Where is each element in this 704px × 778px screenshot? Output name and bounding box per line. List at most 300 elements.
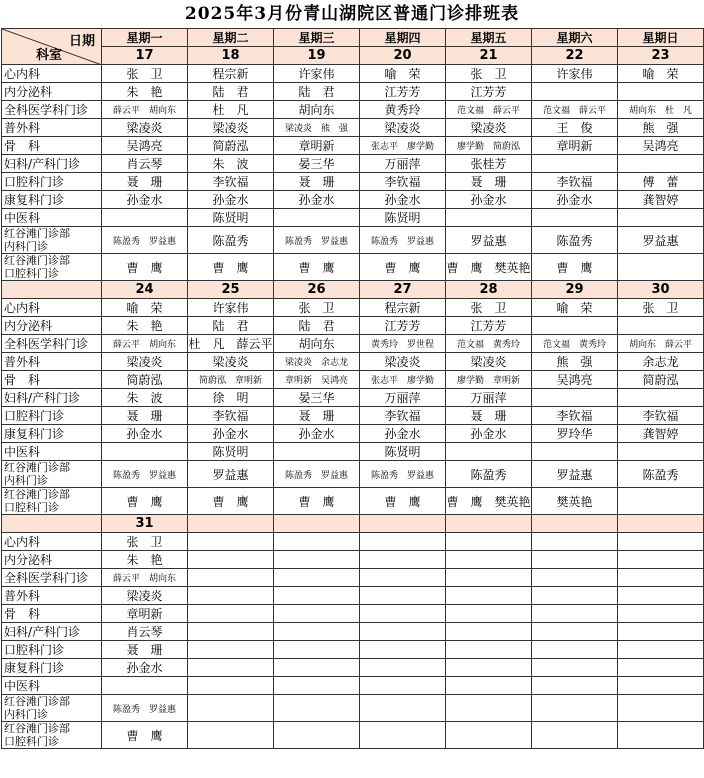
doctor-cell: 张 卫 xyxy=(446,65,532,83)
doctor-cell: 梁凌炎 xyxy=(102,353,188,371)
department-name: 康复科门诊 xyxy=(2,425,102,443)
doctor-cell: 孙金水 xyxy=(102,659,188,677)
doctor-cell: 薛云平 胡向东 xyxy=(102,569,188,587)
doctor-cell: 聂 珊 xyxy=(274,407,360,425)
doctor-cell: 万丽萍 xyxy=(446,389,532,407)
doctor-cell xyxy=(360,641,446,659)
date-number xyxy=(274,515,360,533)
doctor-cell xyxy=(532,695,618,722)
date-row xyxy=(2,47,704,65)
doctor-cell xyxy=(446,587,532,605)
schedule-row xyxy=(2,371,704,389)
doctor-cell xyxy=(532,605,618,623)
department-name-line: 内科门诊 xyxy=(4,474,48,487)
doctor-cell: 张桂芳 xyxy=(446,155,532,173)
doctor-cell: 胡向东 杜 凡 xyxy=(618,101,704,119)
weekday-label: 星期三 xyxy=(274,29,360,47)
date-number: 22 xyxy=(532,47,618,65)
doctor-cell xyxy=(532,722,618,749)
doctor-cell: 李钦福 xyxy=(188,407,274,425)
doctor-cell xyxy=(618,659,704,677)
doctor-cell: 梁凌炎 xyxy=(360,119,446,137)
doctor-cell xyxy=(274,722,360,749)
doctor-cell xyxy=(446,722,532,749)
doctor-cell: 陈盈秀 罗益惠 xyxy=(360,461,446,488)
doctor-cell xyxy=(274,659,360,677)
department-name xyxy=(2,254,102,281)
department-name: 普外科 xyxy=(2,119,102,137)
doctor-cell xyxy=(532,533,618,551)
doctor-cell: 江芳芳 xyxy=(446,317,532,335)
doctor-cell: 陈盈秀 罗益惠 xyxy=(274,461,360,488)
doctor-cell: 张 卫 xyxy=(102,65,188,83)
doctor-cell: 陆 君 xyxy=(274,83,360,101)
doctor-cell xyxy=(188,587,274,605)
date-number: 19 xyxy=(274,47,360,65)
doctor-cell xyxy=(618,605,704,623)
doctor-cell: 陈盈秀 罗益惠 xyxy=(102,461,188,488)
doctor-cell: 孙金水 xyxy=(188,191,274,209)
doctor-cell: 薛云平 胡向东 xyxy=(102,335,188,353)
doctor-cell: 简蔚泓 xyxy=(188,137,274,155)
doctor-cell xyxy=(446,209,532,227)
doctor-cell: 陈盈秀 xyxy=(532,227,618,254)
department-name: 口腔科门诊 xyxy=(2,173,102,191)
doctor-cell: 许家伟 xyxy=(188,299,274,317)
doctor-cell: 曹 鹰 樊英艳 xyxy=(446,488,532,515)
date-number: 18 xyxy=(188,47,274,65)
doctor-cell: 肖云琴 xyxy=(102,623,188,641)
doctor-cell xyxy=(618,641,704,659)
doctor-cell: 曹 鹰 xyxy=(102,722,188,749)
doctor-cell xyxy=(274,641,360,659)
doctor-cell xyxy=(274,605,360,623)
department-name: 全科医学科门诊 xyxy=(2,335,102,353)
department-name: 康复科门诊 xyxy=(2,191,102,209)
date-number: 26 xyxy=(274,281,360,299)
department-name-line: 口腔科门诊 xyxy=(4,267,59,280)
date-number xyxy=(618,515,704,533)
doctor-cell: 吴鸿亮 xyxy=(102,137,188,155)
doctor-cell xyxy=(618,443,704,461)
doctor-cell xyxy=(446,641,532,659)
doctor-cell: 晏三华 xyxy=(274,389,360,407)
doctor-cell: 范文福 黄秀玲 xyxy=(532,335,618,353)
schedule-row xyxy=(2,695,704,722)
schedule-row xyxy=(2,254,704,281)
page-title: 2025年3月份青山湖院区普通门诊排班表 xyxy=(184,4,520,24)
doctor-cell: 吴鸿亮 xyxy=(532,371,618,389)
doctor-cell: 黄秀玲 罗世程 xyxy=(360,335,446,353)
doctor-cell xyxy=(618,695,704,722)
doctor-cell xyxy=(360,587,446,605)
doctor-cell xyxy=(274,569,360,587)
doctor-cell: 章明新 xyxy=(274,137,360,155)
doctor-cell: 江芳芳 xyxy=(360,317,446,335)
doctor-cell xyxy=(188,695,274,722)
doctor-cell xyxy=(446,659,532,677)
doctor-cell xyxy=(188,605,274,623)
doctor-cell xyxy=(446,533,532,551)
doctor-cell: 陈贤明 xyxy=(188,443,274,461)
doctor-cell xyxy=(618,569,704,587)
date-number: 21 xyxy=(446,47,532,65)
department-name: 骨 科 xyxy=(2,137,102,155)
schedule-row xyxy=(2,173,704,191)
doctor-cell: 许家伟 xyxy=(532,65,618,83)
doctor-cell: 陈盈秀 罗益惠 xyxy=(360,227,446,254)
doctor-cell xyxy=(446,443,532,461)
doctor-cell: 曹 鹰 xyxy=(360,488,446,515)
doctor-cell: 李钦福 xyxy=(532,173,618,191)
doctor-cell: 梁凌炎 xyxy=(446,119,532,137)
department-name: 中医科 xyxy=(2,209,102,227)
doctor-cell xyxy=(360,722,446,749)
department-name-line: 内科门诊 xyxy=(4,708,48,721)
date-number: 24 xyxy=(102,281,188,299)
doctor-cell xyxy=(618,551,704,569)
doctor-cell: 梁凌炎 xyxy=(446,353,532,371)
doctor-cell xyxy=(360,569,446,587)
schedule-row xyxy=(2,587,704,605)
doctor-cell: 张志平 廖学勤 xyxy=(360,137,446,155)
doctor-cell: 曹 鹰 樊英艳 xyxy=(446,254,532,281)
doctor-cell xyxy=(618,389,704,407)
doctor-cell: 程宗新 xyxy=(188,65,274,83)
department-name-line: 红谷滩门诊部 xyxy=(4,227,70,240)
department-name: 妇科/产科门诊 xyxy=(2,155,102,173)
doctor-cell: 张 卫 xyxy=(446,299,532,317)
schedule-row xyxy=(2,407,704,425)
doctor-cell: 喻 荣 xyxy=(618,65,704,83)
doctor-cell: 王 俊 xyxy=(532,119,618,137)
department-name-line: 红谷滩门诊部 xyxy=(4,254,70,267)
date-number: 29 xyxy=(532,281,618,299)
doctor-cell xyxy=(274,677,360,695)
doctor-cell: 孙金水 xyxy=(360,425,446,443)
doctor-cell: 许家伟 xyxy=(274,65,360,83)
doctor-cell xyxy=(360,533,446,551)
doctor-cell xyxy=(618,623,704,641)
date-row-spacer xyxy=(2,281,102,299)
doctor-cell xyxy=(532,155,618,173)
doctor-cell: 聂 珊 xyxy=(102,173,188,191)
doctor-cell: 喻 荣 xyxy=(532,299,618,317)
weekday-label: 星期日 xyxy=(618,29,704,47)
doctor-cell: 李钦福 xyxy=(188,173,274,191)
doctor-cell xyxy=(446,623,532,641)
doctor-cell: 曹 鹰 xyxy=(532,254,618,281)
department-name: 全科医学科门诊 xyxy=(2,101,102,119)
doctor-cell: 梁凌炎 xyxy=(188,353,274,371)
doctor-cell: 熊 强 xyxy=(532,353,618,371)
doctor-cell xyxy=(618,722,704,749)
schedule-row xyxy=(2,299,704,317)
doctor-cell: 聂 珊 xyxy=(274,173,360,191)
weekday-header-row xyxy=(2,29,704,47)
doctor-cell xyxy=(532,659,618,677)
doctor-cell xyxy=(360,695,446,722)
doctor-cell: 朱 艳 xyxy=(102,551,188,569)
doctor-cell xyxy=(274,443,360,461)
doctor-cell: 孙金水 xyxy=(102,191,188,209)
department-name-line: 口腔科门诊 xyxy=(4,501,59,514)
doctor-cell: 聂 珊 xyxy=(102,407,188,425)
doctor-cell xyxy=(274,695,360,722)
doctor-cell: 李钦福 xyxy=(360,173,446,191)
doctor-cell xyxy=(532,623,618,641)
department-name xyxy=(2,722,102,749)
doctor-cell: 朱 波 xyxy=(188,155,274,173)
schedule-row xyxy=(2,722,704,749)
doctor-cell xyxy=(360,605,446,623)
doctor-cell: 黄秀玲 xyxy=(360,101,446,119)
doctor-cell: 薛云平 胡向东 xyxy=(102,101,188,119)
doctor-cell: 章明新 xyxy=(102,605,188,623)
doctor-cell: 章明新 xyxy=(532,137,618,155)
doctor-cell xyxy=(188,641,274,659)
corner-cell xyxy=(2,29,102,65)
department-name: 全科医学科门诊 xyxy=(2,569,102,587)
doctor-cell: 范文福 薛云平 xyxy=(446,101,532,119)
doctor-cell: 陈盈秀 xyxy=(188,227,274,254)
doctor-cell xyxy=(618,488,704,515)
doctor-cell: 张 卫 xyxy=(102,533,188,551)
doctor-cell xyxy=(188,551,274,569)
doctor-cell: 朱 艳 xyxy=(102,317,188,335)
date-number: 20 xyxy=(360,47,446,65)
doctor-cell xyxy=(274,533,360,551)
schedule-row xyxy=(2,65,704,83)
doctor-cell: 范文福 薛云平 xyxy=(532,101,618,119)
schedule-row xyxy=(2,677,704,695)
doctor-cell xyxy=(188,533,274,551)
doctor-cell xyxy=(618,533,704,551)
department-name: 口腔科门诊 xyxy=(2,641,102,659)
doctor-cell: 曹 鹰 xyxy=(188,254,274,281)
weekday-label: 星期五 xyxy=(446,29,532,47)
doctor-cell: 李钦福 xyxy=(360,407,446,425)
doctor-cell xyxy=(360,623,446,641)
schedule-row xyxy=(2,641,704,659)
doctor-cell: 孙金水 xyxy=(274,425,360,443)
doctor-cell: 李钦福 xyxy=(618,407,704,425)
doctor-cell: 陆 君 xyxy=(274,317,360,335)
department-name: 口腔科门诊 xyxy=(2,407,102,425)
doctor-cell xyxy=(360,659,446,677)
doctor-cell: 张 卫 xyxy=(274,299,360,317)
doctor-cell: 徐 明 xyxy=(188,389,274,407)
weekday-label: 星期一 xyxy=(102,29,188,47)
doctor-cell: 孙金水 xyxy=(446,191,532,209)
corner-date-label: 日期 xyxy=(68,34,95,49)
doctor-cell: 陆 君 xyxy=(188,317,274,335)
schedule-row xyxy=(2,317,704,335)
doctor-cell: 梁凌炎 xyxy=(102,587,188,605)
doctor-cell xyxy=(532,641,618,659)
department-name: 内分泌科 xyxy=(2,83,102,101)
department-name-line: 红谷滩门诊部 xyxy=(4,461,70,474)
doctor-cell xyxy=(360,677,446,695)
doctor-cell: 廖学勤 简蔚泓 xyxy=(446,137,532,155)
doctor-cell: 范文福 黄秀玲 xyxy=(446,335,532,353)
schedule-row xyxy=(2,227,704,254)
doctor-cell: 喻 荣 xyxy=(102,299,188,317)
doctor-cell xyxy=(188,623,274,641)
doctor-cell: 孙金水 xyxy=(532,191,618,209)
doctor-cell xyxy=(532,389,618,407)
schedule-row xyxy=(2,83,704,101)
doctor-cell xyxy=(188,569,274,587)
doctor-cell: 罗益惠 xyxy=(532,461,618,488)
doctor-cell xyxy=(532,677,618,695)
doctor-cell xyxy=(532,83,618,101)
doctor-cell: 陈盈秀 罗益惠 xyxy=(102,695,188,722)
date-row-spacer xyxy=(2,515,102,533)
doctor-cell xyxy=(188,722,274,749)
department-name: 内分泌科 xyxy=(2,551,102,569)
department-name: 中医科 xyxy=(2,677,102,695)
doctor-cell xyxy=(618,254,704,281)
doctor-cell: 万丽萍 xyxy=(360,155,446,173)
schedule-row xyxy=(2,101,704,119)
department-name xyxy=(2,488,102,515)
doctor-cell xyxy=(532,587,618,605)
doctor-cell: 曹 鹰 xyxy=(102,254,188,281)
doctor-cell: 朱 艳 xyxy=(102,83,188,101)
doctor-cell xyxy=(446,605,532,623)
doctor-cell: 梁凌炎 xyxy=(102,119,188,137)
doctor-cell xyxy=(618,587,704,605)
doctor-cell: 余志龙 xyxy=(618,353,704,371)
department-name: 妇科/产科门诊 xyxy=(2,389,102,407)
date-row xyxy=(2,515,704,533)
doctor-cell: 梁凌炎 xyxy=(188,119,274,137)
department-name-line: 红谷滩门诊部 xyxy=(4,488,70,501)
doctor-cell: 章明新 吴鸿亮 xyxy=(274,371,360,389)
doctor-cell xyxy=(360,551,446,569)
doctor-cell: 樊英艳 xyxy=(532,488,618,515)
doctor-cell: 胡向东 xyxy=(274,335,360,353)
doctor-cell: 罗益惠 xyxy=(188,461,274,488)
date-number: 30 xyxy=(618,281,704,299)
schedule-row xyxy=(2,209,704,227)
doctor-cell: 龚智婷 xyxy=(618,191,704,209)
doctor-cell: 陈盈秀 xyxy=(446,461,532,488)
doctor-cell: 江芳芳 xyxy=(360,83,446,101)
doctor-cell: 孙金水 xyxy=(274,191,360,209)
date-number: 17 xyxy=(102,47,188,65)
doctor-cell: 曹 鹰 xyxy=(274,488,360,515)
doctor-cell: 杜 凡 薛云平 xyxy=(188,335,274,353)
doctor-cell: 曹 鹰 xyxy=(360,254,446,281)
date-number: 25 xyxy=(188,281,274,299)
doctor-cell: 杜 凡 xyxy=(188,101,274,119)
weekday-label: 星期二 xyxy=(188,29,274,47)
doctor-cell: 聂 珊 xyxy=(446,173,532,191)
doctor-cell: 熊 强 xyxy=(618,119,704,137)
doctor-cell: 简蔚泓 xyxy=(102,371,188,389)
doctor-cell xyxy=(274,587,360,605)
doctor-cell xyxy=(274,209,360,227)
doctor-cell: 聂 珊 xyxy=(446,407,532,425)
doctor-cell: 简蔚泓 xyxy=(618,371,704,389)
schedule-row xyxy=(2,533,704,551)
department-name: 中医科 xyxy=(2,443,102,461)
department-name: 心内科 xyxy=(2,299,102,317)
doctor-cell: 曹 鹰 xyxy=(102,488,188,515)
doctor-cell xyxy=(532,569,618,587)
doctor-cell xyxy=(446,551,532,569)
schedule-row xyxy=(2,353,704,371)
doctor-cell: 曹 鹰 xyxy=(188,488,274,515)
schedule-row xyxy=(2,425,704,443)
date-number: 28 xyxy=(446,281,532,299)
schedule-row xyxy=(2,488,704,515)
schedule-row xyxy=(2,119,704,137)
doctor-cell: 吴鸿亮 xyxy=(618,137,704,155)
schedule-row xyxy=(2,137,704,155)
department-name: 骨 科 xyxy=(2,371,102,389)
doctor-cell: 梁凌炎 余志龙 xyxy=(274,353,360,371)
doctor-cell: 朱 波 xyxy=(102,389,188,407)
schedule-row xyxy=(2,335,704,353)
department-name-line: 红谷滩门诊部 xyxy=(4,695,70,708)
date-number: 23 xyxy=(618,47,704,65)
doctor-cell: 简蔚泓 章明新 xyxy=(188,371,274,389)
date-number xyxy=(188,515,274,533)
corner-dept-label: 科室 xyxy=(36,48,63,63)
weekday-label: 星期六 xyxy=(532,29,618,47)
doctor-cell: 张志平 廖学勤 xyxy=(360,371,446,389)
doctor-cell: 胡向东 薛云平 xyxy=(618,335,704,353)
department-name: 妇科/产科门诊 xyxy=(2,623,102,641)
doctor-cell xyxy=(102,443,188,461)
doctor-cell: 陈盈秀 罗益惠 xyxy=(274,227,360,254)
schedule-row xyxy=(2,659,704,677)
weekday-label: 星期四 xyxy=(360,29,446,47)
department-name-line: 内科门诊 xyxy=(4,240,48,253)
doctor-cell: 李钦福 xyxy=(532,407,618,425)
doctor-cell: 陈盈秀 罗益惠 xyxy=(102,227,188,254)
schedule-row xyxy=(2,569,704,587)
doctor-cell: 廖学勤 章明新 xyxy=(446,371,532,389)
date-number xyxy=(360,515,446,533)
doctor-cell: 龚智婷 xyxy=(618,425,704,443)
doctor-cell: 傅 蕾 xyxy=(618,173,704,191)
doctor-cell: 张 卫 xyxy=(618,299,704,317)
doctor-cell: 陈贤明 xyxy=(360,209,446,227)
department-name: 内分泌科 xyxy=(2,317,102,335)
schedule-table xyxy=(1,28,704,749)
doctor-cell: 罗玲华 xyxy=(532,425,618,443)
schedule-row xyxy=(2,191,704,209)
doctor-cell: 聂 珊 xyxy=(102,641,188,659)
doctor-cell xyxy=(446,695,532,722)
doctor-cell xyxy=(618,317,704,335)
schedule-row xyxy=(2,623,704,641)
doctor-cell: 陈贤明 xyxy=(360,443,446,461)
doctor-cell xyxy=(532,443,618,461)
doctor-cell: 万丽萍 xyxy=(360,389,446,407)
date-number: 31 xyxy=(102,515,188,533)
department-name-line: 口腔科门诊 xyxy=(4,735,59,748)
doctor-cell: 陈贤明 xyxy=(188,209,274,227)
department-name: 普外科 xyxy=(2,353,102,371)
doctor-cell: 孙金水 xyxy=(188,425,274,443)
doctor-cell: 喻 荣 xyxy=(360,65,446,83)
department-name xyxy=(2,461,102,488)
